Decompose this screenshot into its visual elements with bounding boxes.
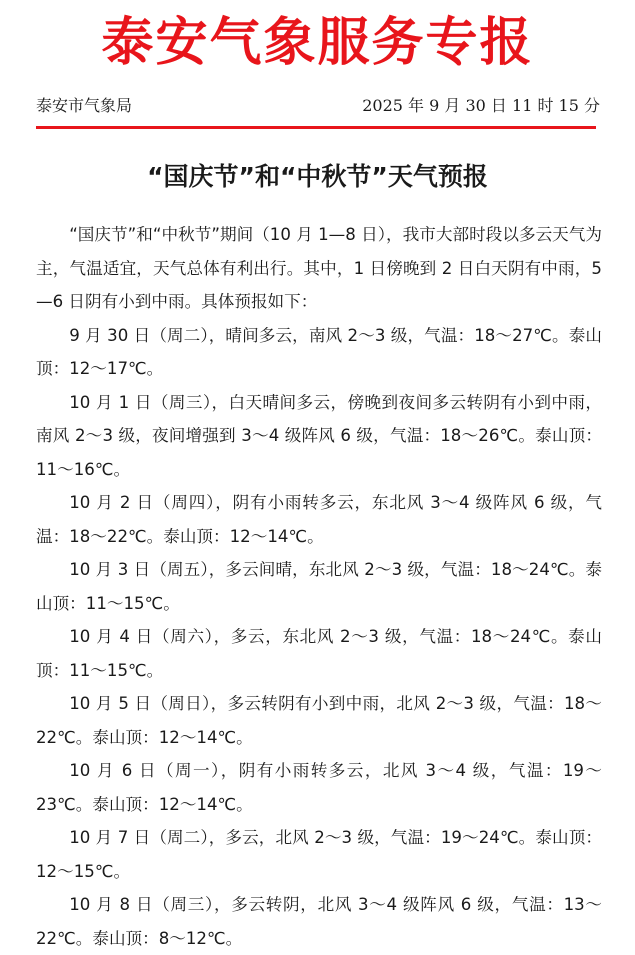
forecast-oct-6: 10 月 6 日（周一），阴有小雨转多云，北风 3～4 级，气温：19～23℃。泰山顶：12～14℃。 xyxy=(36,761,602,814)
issuing-agency: 泰安市气象局 xyxy=(36,96,133,115)
header-divider xyxy=(36,126,596,129)
issue-timestamp: 2025 年 9 月 30 日 11 时 15 分 xyxy=(362,96,600,115)
forecast-oct-2: 10 月 2 日（周四），阴有小雨转多云，东北风 3～4 级阵风 6 级，气温：18～22℃。泰山顶：12～14℃。 xyxy=(36,493,602,546)
document-body xyxy=(36,218,602,955)
forecast-oct-4: 10 月 4 日（周六），多云，东北风 2～3 级，气温：18～24℃。泰山顶：11～15℃。 xyxy=(36,627,602,680)
masthead-title: 泰安气象服务专报 xyxy=(101,13,534,73)
forecast-oct-5: 10 月 5 日（周日），多云转阴有小到中雨，北风 2～3 级，气温：18～22℃。泰山顶：12～14℃。 xyxy=(36,694,602,747)
document-title: “国庆节”和“中秋节”天气预报 xyxy=(147,162,488,191)
forecast-oct-8: 10 月 8 日（周三），多云转阴，北风 3～4 级阵风 6 级，气温：13～22℃。泰山顶：8～12℃。 xyxy=(36,895,602,948)
forecast-sep-30: 9 月 30 日（周二），晴间多云，南风 2～3 级，气温：18～27℃。泰山顶：12～17℃。 xyxy=(36,325,602,378)
forecast-oct-7: 10 月 7 日（周二），多云，北风 2～3 级，气温：19～24℃。泰山顶：12～15℃。 xyxy=(36,828,602,881)
intro-paragraph: “国庆节”和“中秋节”期间（10 月 1—8 日），我市大部时段以多云天气为主，气温适宜，天气总体有利出行。其中，1 日傍晚到 2 日白天阴有中雨，5—6 日阴有小到中雨。具体预报如下： xyxy=(36,225,602,311)
forecast-oct-3: 10 月 3 日（周五），多云间晴，东北风 2～3 级，气温：18～24℃。泰山顶：11～15℃。 xyxy=(36,560,602,613)
forecast-oct-1: 10 月 1 日（周三），白天晴间多云，傍晚到夜间多云转阴有小到中雨，南风 2～3 级，夜间增强到 3～4 级阵风 6 级，气温：18～26℃。泰山顶：11～16℃。 xyxy=(36,392,602,479)
issuer-row xyxy=(36,94,600,118)
